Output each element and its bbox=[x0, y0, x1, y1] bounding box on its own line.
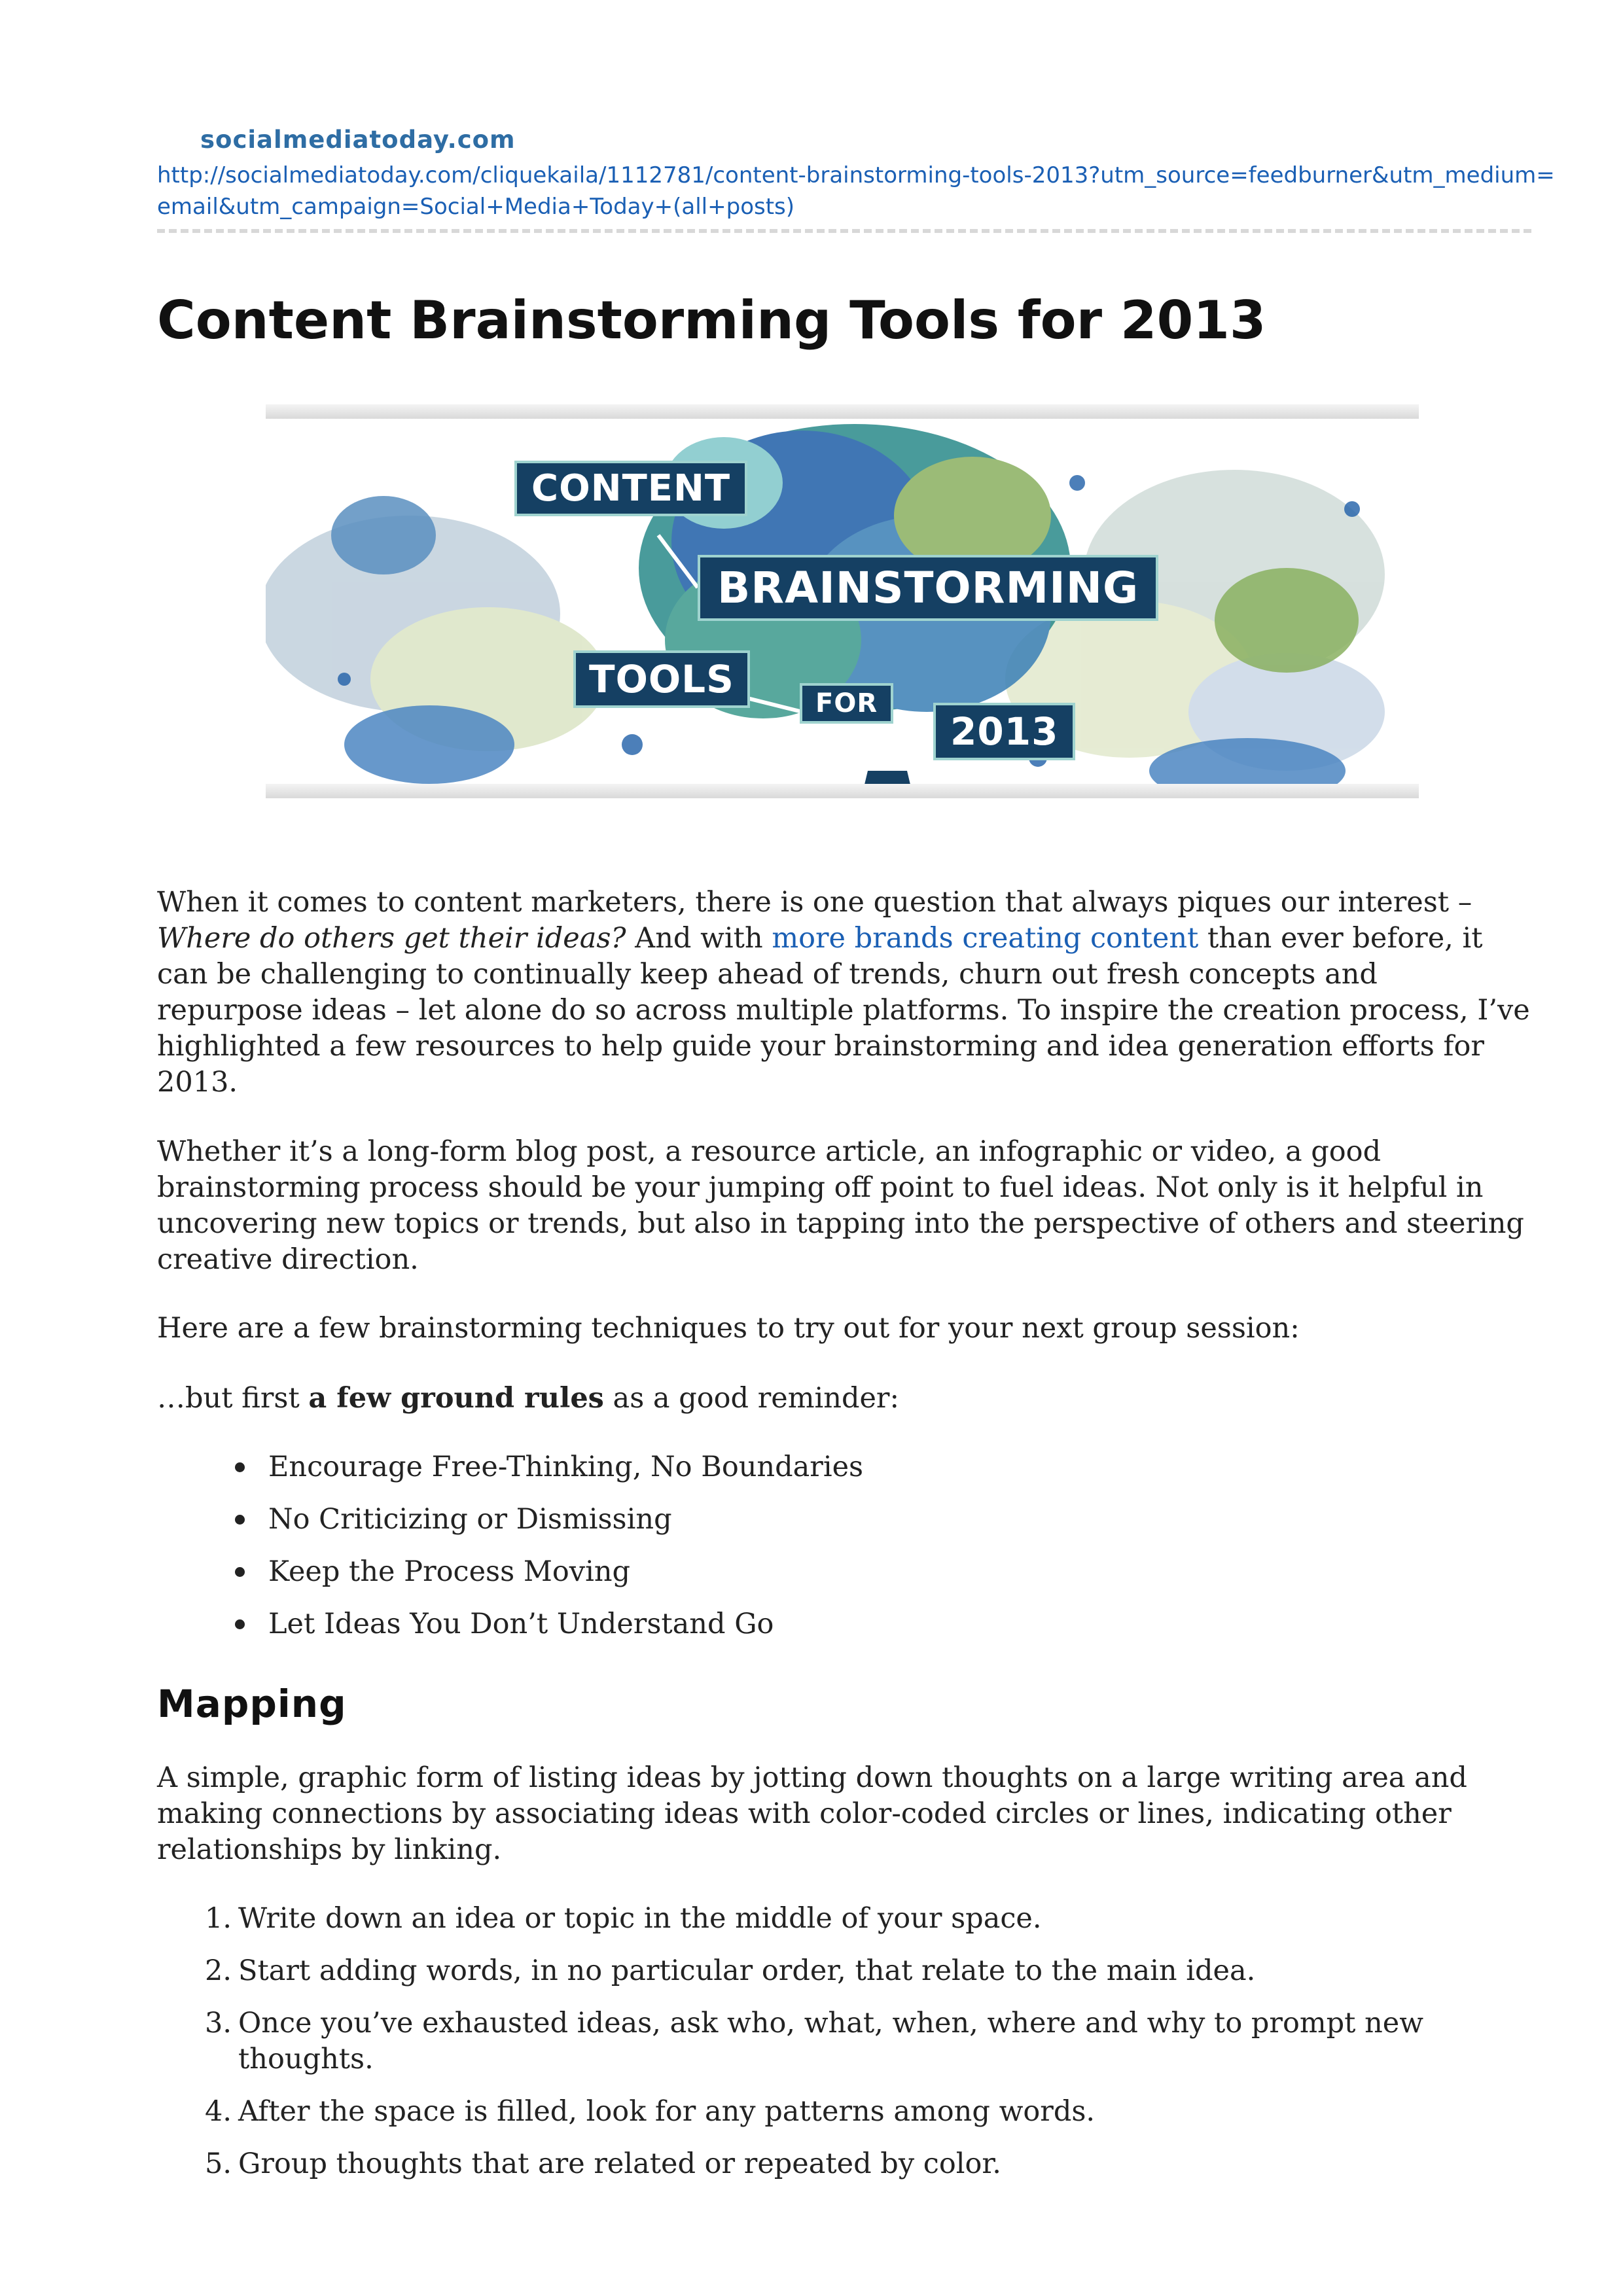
intro-text-mid: And with bbox=[626, 922, 772, 955]
article-title: Content Brainstorming Tools for 2013 bbox=[157, 290, 1266, 351]
bullet-icon bbox=[235, 1567, 245, 1577]
list-item-text: Keep the Process Moving bbox=[268, 1555, 631, 1588]
list-item bbox=[157, 1449, 1531, 1485]
intro-paragraph bbox=[157, 885, 1531, 1101]
step-text: Start adding words, in no particular order, that relate to the main idea. bbox=[238, 1954, 1256, 1987]
list-item-text: No Criticizing or Dismissing bbox=[268, 1503, 672, 1536]
step-number: 5. bbox=[204, 2147, 232, 2180]
list-item-text: Encourage Free-Thinking, No Boundaries bbox=[268, 1451, 864, 1483]
ground-rules-intro-end: as a good reminder: bbox=[603, 1382, 899, 1415]
process-paragraph: Whether it’s a long-form blog post, a resource article, an infographic or video, a good brainstorming process should be your jumping off point to fuel ideas. Not only is it helpful in uncovering new topics or trends, but also in tapping into the perspective of others and steering creative direction. bbox=[157, 1135, 1524, 1276]
step-number: 3. bbox=[204, 2007, 232, 2040]
dashed-divider bbox=[157, 229, 1531, 233]
bullet-icon bbox=[235, 1462, 245, 1472]
step-number: 2. bbox=[204, 1954, 232, 1987]
mapping-steps-list bbox=[157, 1901, 1531, 2199]
intro-text-start: When it comes to content marketers, there is one question that always piques our interest – bbox=[157, 886, 1472, 919]
step-text: Write down an idea or topic in the middle of your space. bbox=[238, 1902, 1042, 1935]
site-name: socialmediatoday.com bbox=[200, 126, 516, 154]
step-number: 4. bbox=[204, 2095, 232, 2128]
more-brands-link[interactable]: more brands creating content bbox=[772, 922, 1199, 955]
source-url-link[interactable]: http://socialmediatoday.com/cliquekaila/1112781/content-brainstorming-tools-2013?utm_source=feedburner&utm_medium=email&utm_campaign=Social+Media+Today+(all+posts) bbox=[157, 162, 1555, 220]
intro-text-end: than ever before, it can be challenging to continually keep ahead of trends, churn out fresh concepts and repurpose ideas – let alone do so across multiple platforms. To inspire the creation process, I’ve highlighted a few resources to help guide your brainstorming and idea generation efforts for 2013. bbox=[157, 922, 1530, 1099]
step-text: Once you’ve exhausted ideas, ask who, what, when, where and why to prompt new thoughts. bbox=[238, 2007, 1424, 2075]
list-item bbox=[157, 1953, 1531, 1989]
list-item bbox=[157, 1502, 1531, 1538]
list-item bbox=[157, 1901, 1531, 1937]
list-item bbox=[157, 2146, 1531, 2182]
ground-rules-emphasis: a few ground rules bbox=[308, 1382, 604, 1415]
techniques-intro: Here are a few brainstorming techniques to try out for your next group session: bbox=[157, 1312, 1300, 1345]
list-item bbox=[157, 2005, 1531, 2077]
banner-text-for: FOR bbox=[800, 683, 893, 724]
step-number: 1. bbox=[204, 1902, 232, 1935]
ground-rules-intro bbox=[157, 1381, 1531, 1417]
intro-question: Where do others get their ideas? bbox=[157, 922, 626, 955]
banner-text-tools: TOOLS bbox=[573, 650, 750, 708]
ground-rules-list bbox=[157, 1449, 1531, 1659]
bullet-icon bbox=[235, 1619, 245, 1629]
list-item bbox=[157, 2094, 1531, 2130]
list-item bbox=[157, 1554, 1531, 1590]
banner-bottom-edge bbox=[266, 784, 1419, 798]
mapping-description: A simple, graphic form of listing ideas by jotting down thoughts on a large writing area and making connections by associating ideas with color-coded circles or lines, indicating other relationships by linking. bbox=[157, 1761, 1467, 1866]
ground-rules-intro-start: …but first bbox=[157, 1382, 309, 1415]
mapping-heading: Mapping bbox=[157, 1682, 347, 1726]
step-text: Group thoughts that are related or repeated by color. bbox=[238, 2147, 1001, 2180]
list-item-text: Let Ideas You Don’t Understand Go bbox=[268, 1608, 774, 1640]
hero-banner-image bbox=[266, 404, 1419, 798]
step-text: After the space is filled, look for any patterns among words. bbox=[238, 2095, 1096, 2128]
banner-text-brainstorming: BRAINSTORMING bbox=[698, 555, 1158, 621]
banner-text-year: 2013 bbox=[933, 703, 1075, 760]
bullet-icon bbox=[235, 1515, 245, 1525]
list-item bbox=[157, 1606, 1531, 1642]
banner-text-content: CONTENT bbox=[514, 461, 747, 516]
